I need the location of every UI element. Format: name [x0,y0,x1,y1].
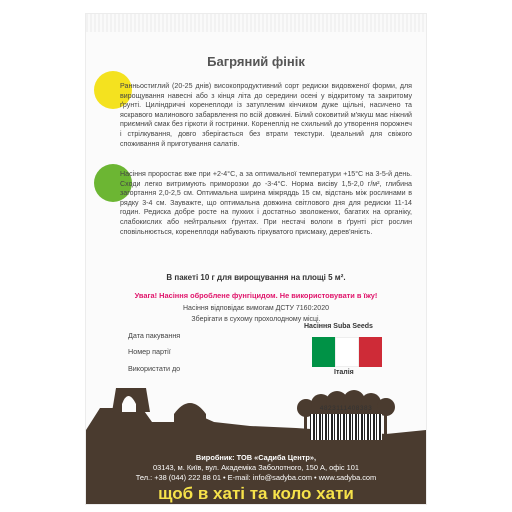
seed-packet-back [86,14,426,504]
country-label: Італія [334,369,354,376]
packet-size-text: В пакеті 10 г для вирощування на площі 5 м². [166,273,346,282]
pack-date-label: Дата пакування [128,331,181,340]
manufacturer-name: Виробник: ТОВ «Садиба Центр», [195,453,317,462]
standard-text: Насіння відповідає вимогам ДСТУ 7160:2020 [183,305,329,312]
barcode [310,414,382,440]
variety-description: Ранньостиглий (20-25 днів) високопродуктивний сорт редиски видовженої форми, для вирощування навесні або з кінця літа до середини осені у відкритому та закритому ґрунті. Циліндричні коренеплоди із затупленим кінчиком дуже щільні, насичено та яскравого малинового забарвлення по всій довжині. Білий соковитий м'якуш має ніжний приємний смак без гіркоти й гостринки. Коренеплід не схильний до утворення порожнеч і стрілкування, довго зберігається без втрати текстури. Ідеальний для свіжого споживання й приготування салатів. [120,82,412,148]
growing-instructions: Насіння проростає вже при +2-4°С, а за оптимальної температури +15°С на 3-5-й день. Сходи легко витримують приморозки до -3-4°С. Норма висіву 1,5-2,0 г/м², глибина загортання 2,0-2,5 см. Оптимальна ширина міжряддь 15 см, відстань між рослинами в рядку 3-4 см. Зауважте, що оптимальна довжина світлового дня для редиски 11-14 годин. Редиска добре росте на пухких і достатньо зволожених, багатих на органіку, слабокислих або нейтральних ґрунтах. При нестачі вологи в ґрунті ріст рослин сповільнюється, коренеплоди набувають гіркуватого присмаку, дерев'янієть. [120,170,412,236]
batch-number-label: Номер партії [128,347,171,356]
barcode-number: 4823111408383 [319,405,373,412]
use-by-label: Використати до [128,364,181,373]
fungicide-warning: Увага! Насіння оброблене фунгіцидом. Не використовувати в їжу! [134,291,378,300]
manufacturer-info [86,453,426,483]
variety-title: Багряний фінік [207,54,305,69]
italy-flag-icon [312,337,382,367]
manufacturer-contacts: Тел.: +38 (044) 222 88 01 • E-mail: info@sadyba.com • www.sadyba.com [135,473,377,482]
storage-text: Зберігати в сухому прохолодному місці. [191,316,321,323]
seed-supplier-label: Насіння Suba Seeds [304,323,373,330]
brand-slogan: щоб в хаті та коло хати [158,484,354,503]
packet-crimp-edge [86,14,426,32]
manufacturer-address: 03143, м. Київ, вул. Академіка Заболотного, 150 А, офіс 101 [153,463,359,472]
